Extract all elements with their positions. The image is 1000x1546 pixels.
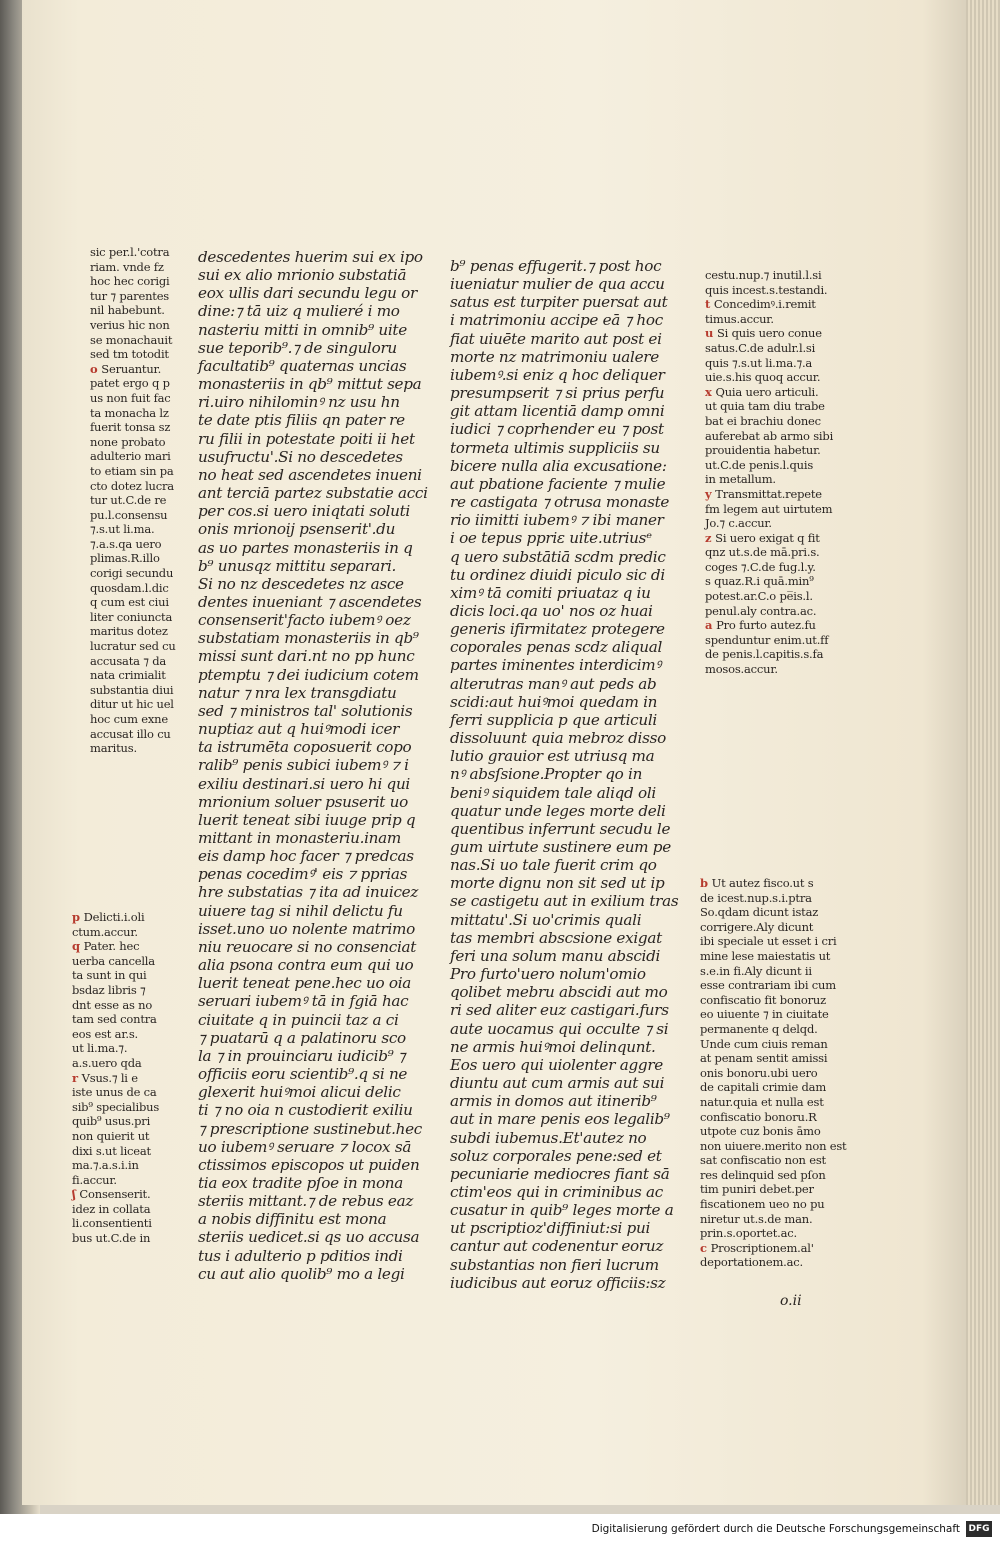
- gloss-line: hoc hec corigi: [90, 274, 170, 289]
- gloss-line: onis bonoru.ubi uero: [700, 1065, 818, 1080]
- gloss-line: coges ⁊.C.de fug.l.y.: [705, 559, 816, 574]
- gloss-line: maritus dotez: [90, 624, 168, 639]
- gloss-line: [705, 297, 865, 312]
- note-lemma: Quia uero articuli.: [715, 384, 819, 399]
- gloss-line: sed tm totodit: [90, 347, 169, 362]
- gloss-left-bottom: [72, 910, 184, 1246]
- text-line: nuptiaz aut q huiꝰmodi icer: [198, 720, 400, 739]
- text-line: satus est turpiter puersat aut: [450, 293, 668, 312]
- gloss-line: confiscatio bonoru.R: [700, 1109, 817, 1124]
- note-lemma: Proscriptionem.al': [710, 1240, 814, 1255]
- text-line: te date ptis filiis qn pater re: [198, 411, 405, 430]
- note-letter: y: [705, 486, 716, 501]
- text-line: steriis uedicet.si qs uo accusa: [198, 1228, 420, 1247]
- gloss-line: [705, 618, 865, 633]
- text-line: lutio grauior est utriusq ma: [450, 747, 655, 766]
- text-line: substantias non fieri lucrum: [450, 1255, 659, 1274]
- text-line: la ⁊ in prouinciaru iudicib⁹ ⁊: [198, 1046, 406, 1065]
- text-line: armis in domos aut itinerib⁹: [450, 1092, 657, 1111]
- note-lemma: Delicti.i.oli: [83, 910, 145, 924]
- gloss-line: sic per.l.'cotra: [90, 245, 170, 259]
- text-line: tas membri abscsione exigat: [450, 928, 662, 947]
- text-line: substatiam monasteriis in qb⁹: [198, 629, 419, 648]
- text-line: exiliu destinari.si uero hi qui: [198, 774, 410, 793]
- text-line: glexerit huiꝰmoi alicui delic: [198, 1083, 401, 1102]
- text-line: morte dignu non sit sed ut ip: [450, 874, 665, 893]
- gloss-line: uie.s.his quoq accur.: [705, 370, 821, 385]
- note-letter: u: [705, 326, 717, 341]
- text-line: aut in mare penis eos legalib⁹: [450, 1110, 670, 1129]
- gloss-line: tam sed contra: [72, 1012, 157, 1027]
- gloss-line: Jo.⁊ c.accur.: [705, 516, 772, 531]
- gloss-line: adulterio mari: [90, 449, 171, 464]
- gloss-line: plimas.R.illo: [90, 551, 160, 566]
- gloss-line: riam. vnde fz: [90, 259, 164, 274]
- gloss-line: bus ut.C.de in: [72, 1231, 151, 1246]
- text-line: sue teporib⁹.⁊ de singuloru: [198, 338, 397, 357]
- note-letter: t: [705, 297, 714, 312]
- text-line: nasteriu mitti in omnib⁹ uite: [198, 320, 407, 339]
- text-line: ne armis huiꝰmoi delinqunt.: [450, 1037, 656, 1056]
- text-line: aute uocamus qui occulte ⁊ si: [450, 1019, 669, 1038]
- text-line: eis damp hoc facer ⁊ predcas: [198, 847, 414, 866]
- gloss-line: tur ⁊ parentes: [90, 288, 170, 303]
- text-line: re castigata ⁊ otrusa monaste: [450, 493, 670, 512]
- gloss-line: ditur ut hic uel: [90, 697, 174, 712]
- gloss-line: permanente q delqd.: [700, 1021, 818, 1036]
- text-line: facultatib⁹ quaternas uncias: [198, 356, 407, 375]
- gloss-line: quosdam.l.dic: [90, 580, 169, 595]
- gloss-line: lucratur sed cu: [90, 639, 176, 654]
- gloss-line: prin.s.oportet.ac.: [700, 1226, 797, 1241]
- text-line: diuntu aut cum armis aut sui: [450, 1074, 665, 1093]
- text-line: sui ex alio mrionio substatiā: [198, 266, 407, 285]
- text-line: nas.Si uo tale fuerit crim qo: [450, 856, 657, 875]
- gloss-line: [705, 487, 865, 502]
- gloss-line: confiscatio fit bonoruz: [700, 992, 826, 1007]
- dfg-logo: DFG: [966, 1521, 992, 1537]
- gloss-line: [700, 876, 865, 891]
- gloss-line: accusat illo cu: [90, 726, 171, 741]
- text-line: morte nz matrimoniu ualere: [450, 347, 659, 366]
- text-line: ptemptu ⁊ dei iudicium cotem: [198, 665, 419, 684]
- text-line: usufructu'.Si no descedetes: [198, 447, 403, 466]
- gloss-line: none probato: [90, 434, 166, 449]
- gloss-line: ut li.ma.⁊.: [72, 1041, 128, 1056]
- text-line: feri una solum manu abscidi: [450, 946, 661, 965]
- text-line: seruari iubemꝰ tā in fgiā hac: [198, 992, 409, 1011]
- text-line: ri sed aliter euz castigari.furs: [450, 1001, 669, 1020]
- gloss-line: mine lese maiestatis ut: [700, 948, 831, 963]
- gloss-line: ta monacha lz: [90, 405, 169, 420]
- text-line: ti ⁊ no oia n custodierit exiliu: [198, 1101, 413, 1120]
- gloss-line: maritus.: [90, 741, 137, 756]
- text-line: niu reuocare si no consenciat: [198, 937, 417, 956]
- gloss-line: tur ut.C.de re: [90, 493, 167, 508]
- gloss-line: liter coniuncta: [90, 609, 173, 624]
- gloss-line: ma.⁊.a.s.i.in: [72, 1158, 139, 1173]
- gloss-line: quis ⁊.s.ut li.ma.⁊.a: [705, 355, 813, 370]
- text-line: ri.uiro nihilominꝰ nz usu hn: [198, 393, 400, 412]
- gloss-line: fiscationem ueo no pu: [700, 1197, 825, 1212]
- text-line: cusatur in quib⁹ leges morte a: [450, 1201, 674, 1220]
- gloss-line: tim puniri debet.per: [700, 1182, 814, 1197]
- footer-credit: Digitalisierung gefördert durch die Deutsche Forschungsgemeinschaft: [591, 1523, 960, 1535]
- text-line: quentibus inferrunt secudu le: [450, 819, 671, 838]
- gloss-line: accusata ⁊ da: [90, 653, 167, 668]
- text-line: ralib⁹ penis subici iubemꝰ ⁊ i: [198, 756, 409, 775]
- note-letter: c: [700, 1240, 711, 1255]
- text-line: tu ordinez diuidi piculo sic di: [450, 565, 665, 584]
- gloss-line: natur.quia et nulla est: [700, 1094, 824, 1109]
- note-lemma: Si uero exigat q fit: [715, 530, 820, 545]
- gloss-line: verius hic non: [90, 317, 170, 332]
- text-line: scidi:aut huiꝰmoi quedam in: [450, 692, 658, 711]
- text-line: luerit teneat pene.hec uo oia: [198, 974, 412, 993]
- gloss-line: [72, 1187, 184, 1202]
- gloss-line: Unde cum ciuis reman: [700, 1036, 828, 1051]
- gloss-line: de penis.l.capitis.s.fa: [705, 647, 824, 662]
- text-line: rio iimitti iubemꝰ ⁊ ibi maner: [450, 511, 664, 530]
- gloss-line: qnz ut.s.de mā.pri.s.: [705, 545, 820, 560]
- text-line: generis ifirmitatez protegere: [450, 620, 665, 639]
- gloss-line: bsdaz libris ⁊: [72, 982, 146, 997]
- text-line: partes iminentes interdicimꝰ: [450, 656, 661, 675]
- gloss-line: esse contrariam ibi cum: [700, 978, 836, 993]
- gloss-line: penul.aly contra.ac.: [705, 603, 817, 618]
- text-line: ⁊ prescriptione sustinebut.hec: [198, 1119, 422, 1138]
- text-line: gum uirtute sustinere eum pe: [450, 838, 671, 856]
- text-line: ferri supplicia p que articuli: [450, 710, 657, 729]
- gloss-line: [705, 531, 865, 546]
- text-line: tormeta ultimis suppliciis su: [450, 438, 660, 457]
- text-line: dentes inueniant ⁊ ascendetes: [198, 592, 422, 611]
- signature-mark: o.ii: [780, 1293, 802, 1309]
- gloss-line: niretur ut.s.de man.: [700, 1211, 813, 1226]
- note-lemma: Ut autez fisco.ut s: [711, 876, 814, 890]
- gloss-line: substantia diui: [90, 682, 174, 697]
- gloss-line: uerba cancella: [72, 953, 155, 968]
- note-letter: b: [700, 876, 712, 890]
- text-line: beniꝰ siquidem tale aliqd oli: [450, 783, 656, 802]
- gloss-line: [72, 910, 184, 925]
- text-line: bicere nulla alia excusatione:: [450, 456, 667, 475]
- gloss-line: dixi s.ut liceat: [72, 1143, 151, 1158]
- note-letter: r: [72, 1070, 82, 1085]
- gloss-line: [705, 326, 865, 341]
- gloss-line: dnt esse as no: [72, 997, 153, 1012]
- text-line: luerit teneat sibi iuuge prip q: [198, 810, 416, 829]
- gloss-line: fm legem aut uirtutem: [705, 501, 833, 516]
- note-lemma: Vsus.⁊ li e: [81, 1070, 138, 1085]
- gloss-line: non uiuere.merito non est: [700, 1138, 847, 1153]
- gloss-line: ⁊.s.ut li.ma.: [90, 522, 155, 537]
- text-line: Eos uero qui uiolenter aggre: [450, 1055, 663, 1074]
- text-line: presumpserit ⁊ si prius perfu: [450, 384, 665, 403]
- text-line: git attam licentiā damp omni: [450, 402, 665, 421]
- text-line: isset.uno uo nolente matrimo: [198, 919, 415, 938]
- gloss-line: q cum est ciui: [90, 595, 169, 610]
- gloss-line: s.e.in fi.Aly dicunt ii: [700, 963, 812, 978]
- gloss-right-bottom: [700, 876, 865, 1270]
- note-letter: ʃ: [72, 1187, 80, 1202]
- text-line: cu aut alio quolib⁹ mo a legi: [198, 1264, 405, 1283]
- text-line: subdi iubemus.Et'autez no: [450, 1128, 647, 1147]
- note-letter: q: [72, 939, 84, 954]
- text-line: uo iubemꝰ seruare ⁊ locox sā: [198, 1137, 412, 1156]
- gloss-line: utpote cuz bonis āmo: [700, 1124, 821, 1139]
- text-line: iudici ⁊ coprhender eu ⁊ post: [450, 420, 664, 439]
- gloss-line: ctum.accur.: [72, 924, 138, 939]
- text-line: ximꝰ tā comiti priuataz q iu: [450, 583, 651, 602]
- gloss-line: [72, 939, 184, 954]
- gloss-line: se monachauit: [90, 332, 173, 347]
- gloss-line: sib⁹ specialibus: [72, 1099, 160, 1114]
- text-line: cantur aut codenentur eoruz: [450, 1237, 664, 1256]
- text-line: descedentes hueriт sui ex ipo: [198, 248, 423, 266]
- text-line: dine:⁊ tā uiz q mulieré i mo: [198, 302, 400, 321]
- gloss-line: ut quia tam diu trabe: [705, 399, 825, 414]
- text-line: Si no nz descedetes nz asce: [198, 574, 404, 593]
- text-line: uiuere tag si nihil delictu fu: [198, 901, 403, 920]
- note-letter: z: [705, 530, 716, 545]
- gloss-left-top: [90, 245, 190, 756]
- text-line: ant terciā partez substatie acci: [198, 484, 428, 503]
- gloss-line: us non fuit fac: [90, 390, 171, 405]
- gloss-line: de icest.nup.s.i.ptra: [700, 890, 812, 905]
- text-line: i oe tepus ppriε uite.utriusᵉ: [450, 529, 652, 548]
- text-line: nꝰ absſsione.Propter qo in: [450, 765, 643, 784]
- gloss-line: iste unus de ca: [72, 1085, 157, 1100]
- gloss-line: So.qdam dicunt istaz: [700, 905, 819, 920]
- text-line: ru filii in potestate poiti ii het: [198, 429, 415, 448]
- text-line: b⁹ penas effugerit.⁊ post hoc: [450, 257, 662, 275]
- gloss-line: fi.accur.: [72, 1172, 117, 1187]
- note-lemma: Pro furto autez.fu: [716, 618, 816, 633]
- gloss-line: to etiam sin pa: [90, 463, 174, 478]
- text-line: tia eox tradite pſoe in mona: [198, 1173, 404, 1192]
- text-line: i matrimoniu accipe eā ⁊ hoc: [450, 311, 663, 330]
- note-lemma: Transmittat.repete: [715, 486, 822, 501]
- text-line: pecuniarie mediocres fiant sā: [450, 1164, 670, 1183]
- gloss-line: quis incest.s.testandi.: [705, 282, 828, 297]
- note-lemma: Si quis uero conue: [716, 326, 822, 341]
- gloss-line: idez in collata: [72, 1201, 151, 1216]
- gloss-line: hoc cum exne: [90, 712, 168, 726]
- text-line: alia psona contra eum qui uo: [198, 956, 414, 975]
- gloss-line: patet ergo q p: [90, 376, 170, 391]
- text-line: dissoluunt quia mebroz disso: [450, 729, 666, 748]
- note-letter: x: [705, 384, 716, 399]
- text-line: penas cocedimꝰ' eis ⁊ pprias: [198, 865, 408, 884]
- note-letter: o: [90, 361, 102, 376]
- gloss-line: ⁊.a.s.qa uero: [90, 536, 162, 551]
- note-letter: a: [705, 618, 717, 633]
- text-line: onis mrionoij psenserit'.du: [198, 520, 396, 539]
- note-lemma: Consenserit.: [79, 1187, 151, 1202]
- gloss-line: corrigere.Aly dicunt: [700, 919, 814, 934]
- footer-bar: [0, 1514, 1000, 1546]
- text-line: ta istrumēta coposuerit copo: [198, 738, 412, 757]
- text-line: missi sunt dari.nt no pp hunc: [198, 647, 415, 666]
- gloss-line: li.consentienti: [72, 1216, 152, 1231]
- text-line: iubemꝰ.si eniz q hoc deliquer: [450, 365, 665, 384]
- text-line: ⁊ puatarū q a palatinoru sco: [198, 1028, 406, 1047]
- text-line: fiat uiuēte marito aut post ei: [450, 329, 662, 348]
- gloss-right-top: [705, 268, 865, 677]
- text-line: ctissimos episcopos ut puiden: [198, 1155, 420, 1174]
- text-line: se castigetu aut in exilium tras: [450, 892, 679, 911]
- gloss-line: eos est ar.s.: [72, 1026, 138, 1041]
- gloss-line: deportationem.ac.: [700, 1255, 803, 1270]
- text-line: tus i adulterio p pditios indi: [198, 1246, 403, 1265]
- gloss-line: in metallum.: [705, 472, 776, 487]
- note-lemma: Pater. hec: [83, 939, 140, 954]
- gloss-line: at penam sentit amissi: [700, 1051, 828, 1066]
- text-line: Pro furto'uero nolum'omio: [450, 965, 646, 984]
- gloss-line: prouidentia habetur.: [705, 443, 821, 458]
- text-line: monasteriis in qb⁹ mittut sepa: [198, 375, 422, 394]
- text-line: ciuitate q in puincii taz a ci: [198, 1010, 399, 1029]
- text-line: natur ⁊ nra lex transgdiatu: [198, 683, 397, 702]
- text-line: coporales penas scdz aliqual: [450, 638, 663, 657]
- text-line: dicis loci.qa uo' nos oz huai: [450, 601, 653, 620]
- gloss-line: cestu.nup.⁊ inutil.l.si: [705, 268, 822, 282]
- gloss-line: ibi speciale ut esset i cri: [700, 934, 837, 949]
- text-line: b⁹ unusqz mittitu separari.: [198, 556, 397, 575]
- text-line: consenserit'facto iubemꝰ oez: [198, 611, 411, 630]
- gloss-line: sat confiscatio non est: [700, 1153, 826, 1168]
- text-line: no heat sed ascendetes inueni: [198, 465, 422, 484]
- text-line: steriis mittant.⁊ de rebus eaz: [198, 1192, 414, 1211]
- gloss-line: eo uiuente ⁊ in ciuitate: [700, 1007, 829, 1022]
- gloss-line: timus.accur.: [705, 311, 774, 326]
- text-line: alterutras manꝰ aut peds ab: [450, 674, 657, 693]
- note-letter: p: [72, 910, 84, 924]
- note-lemma: Seruantur.: [101, 361, 162, 376]
- text-line: aut pbatione faciente ⁊ mulie: [450, 474, 666, 493]
- gloss-line: [705, 385, 865, 400]
- text-line: ctim'eos qui in criminibus ac: [450, 1182, 663, 1201]
- gloss-line: nata crimialit: [90, 668, 166, 683]
- text-line: iudicibus aut eoruz officiis:sz: [450, 1273, 666, 1292]
- main-text-column-2: [450, 257, 695, 1292]
- text-line: per cos.si uero iniqtati soluti: [198, 502, 410, 521]
- gloss-line: potest.ar.C.o pe̅is.l.: [705, 589, 813, 604]
- text-line: mittant in monasteriu.inam: [198, 829, 401, 847]
- text-line: mittatu'.Si uo'crimis quali: [450, 910, 642, 929]
- text-line: eox ullis dari secundu legu or: [198, 284, 417, 303]
- gloss-line: satus.C.de adulr.l.si: [705, 340, 816, 355]
- gloss-line: [72, 1071, 184, 1086]
- text-line: a nobis diffinitu est mona: [198, 1210, 387, 1229]
- gloss-line: [700, 1241, 865, 1256]
- text-line: sed ⁊ ministros tal' solutionis: [198, 701, 413, 720]
- gloss-line: s quaz.R.i quā.min⁹: [705, 574, 814, 589]
- text-line: hre substatias ⁊ ita ad inuicez: [198, 883, 419, 902]
- gloss-line: res delinquid sed pſon: [700, 1167, 826, 1182]
- text-line: q uero substātiā scdm predic: [450, 547, 666, 566]
- gloss-line: spenduntur enim.ut.ff: [705, 632, 829, 647]
- text-line: soluz corporales pene:sed et: [450, 1146, 662, 1165]
- gloss-line: pu.l.consensu: [90, 507, 168, 522]
- note-lemma: Concedimꝰ.i.remit: [713, 297, 816, 312]
- text-line: iueniatur mulier de qua accu: [450, 275, 665, 294]
- text-line: mrionium soluer psuserit uo: [198, 792, 408, 811]
- gloss-line: ta sunt in qui: [72, 968, 147, 983]
- text-line: as uo partes monasteriis in q: [198, 538, 413, 557]
- gloss-line: bat ei brachiu donec: [705, 413, 821, 428]
- main-text-column-1: [198, 248, 448, 1283]
- gloss-line: de capitali crimie dam: [700, 1080, 827, 1095]
- text-line: qolibet mebru abscidi aut mo: [450, 983, 668, 1002]
- gloss-line: nil habebunt.: [90, 303, 165, 318]
- text-line: officiis eoru scientib⁹.q si ne: [198, 1065, 408, 1084]
- gloss-line: mosos.accur.: [705, 662, 778, 677]
- gloss-line: corigi secundu: [90, 566, 174, 581]
- gloss-line: ut.C.de penis.l.quis: [705, 457, 814, 472]
- text-line: ut pscriptioz'diffiniut:si pui: [450, 1219, 651, 1238]
- gloss-line: non quierit ut: [72, 1128, 150, 1143]
- gloss-line: fuerit tonsa sz: [90, 420, 171, 435]
- gloss-line: quib⁹ usus.pri: [72, 1114, 151, 1129]
- gloss-line: a.s.uero qda: [72, 1055, 142, 1070]
- gloss-line: cto dotez lucra: [90, 478, 174, 493]
- text-line: quatur unde leges morte deli: [450, 801, 666, 820]
- gloss-line: auferebat ab armo sibi: [705, 428, 834, 443]
- page-edges: [966, 0, 1000, 1505]
- gloss-line: [90, 362, 190, 377]
